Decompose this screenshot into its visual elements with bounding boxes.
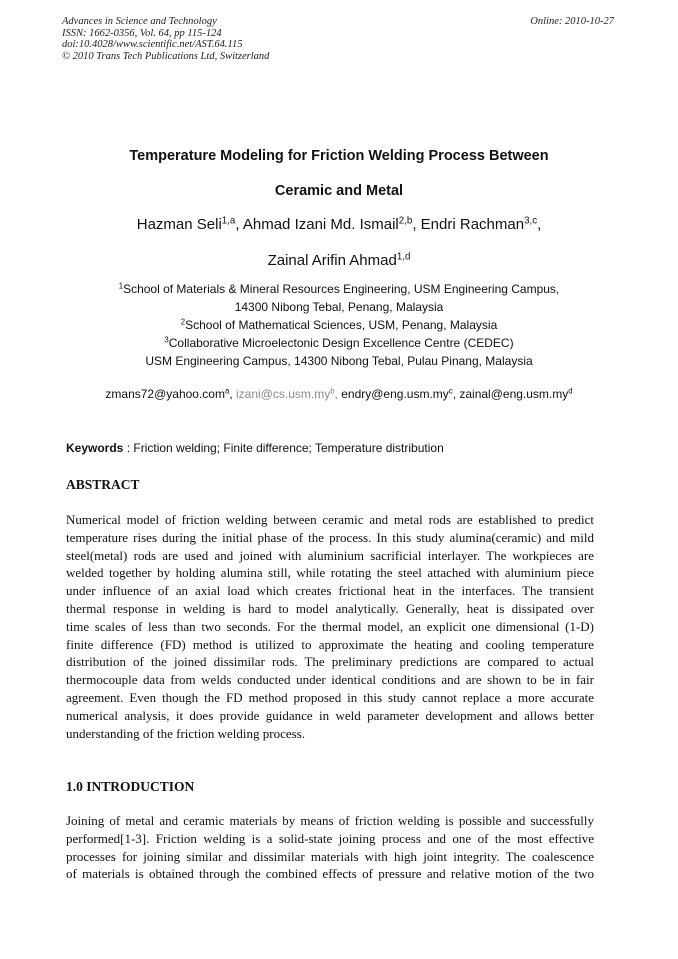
paragraph-line: finite difference (FD) method is utilized to approximate the heating and cooling temperature bbox=[66, 636, 594, 652]
email-link[interactable]: zmans72@yahoo.com bbox=[105, 387, 225, 401]
paragraph-line: agreement. Even though the FD method proposed in this study cannot replace a more accurate bbox=[66, 689, 594, 705]
copyright-line: © 2010 Trans Tech Publications Ltd, Switzerland bbox=[62, 50, 270, 62]
author-list-line-2 bbox=[0, 252, 678, 269]
introduction-heading: 1.0 INTRODUCTION bbox=[66, 779, 195, 794]
author-separator: , bbox=[537, 216, 542, 233]
paragraph-line: time scales of less than two seconds. For the thermal model, an explicit one dimensional (1-D) bbox=[66, 618, 594, 634]
abstract-heading: ABSTRACT bbox=[66, 477, 140, 492]
affiliation-1-line-2: 14300 Nibong Tebal, Penang, Malaysia bbox=[234, 300, 444, 314]
paper-title-line-1: Temperature Modeling for Friction Welding Process Between bbox=[129, 148, 549, 164]
email-superscript: d bbox=[568, 386, 573, 396]
online-date: Online: 2010-10-27 bbox=[530, 16, 614, 27]
affiliation-text: Collaborative Microelectonic Design Excellence Centre (CEDEC) bbox=[168, 336, 514, 350]
email-separator: , bbox=[334, 387, 342, 401]
affiliation-3-line-1 bbox=[0, 334, 678, 352]
author-name: Endri Rachman bbox=[420, 216, 525, 233]
email-superscript: c bbox=[448, 386, 453, 396]
paragraph-line: welded together by holding alumina still, while rotating the steel attached with aluminium piece bbox=[66, 565, 594, 581]
author-superscript: 2,b bbox=[398, 215, 413, 227]
email-separator: , bbox=[229, 387, 236, 401]
paragraph-line: of materials is obtained through the combined effects of pressure and relative motion of the two bbox=[66, 866, 594, 882]
affiliation-text: School of Mathematical Sciences, USM, Penang, Malaysia bbox=[185, 318, 498, 332]
paragraph-line: distribution of the joined dissimilar rods. The preliminary predictions are compared to actual bbox=[66, 654, 594, 670]
paragraph-line: temperature rises during the initial phase of the process. In this study alumina(ceramic) and mild bbox=[66, 529, 594, 545]
paragraph-line: processes for joining similar and dissimilar materials with high joint integrity. The coalescence bbox=[66, 848, 594, 864]
affiliation-2 bbox=[0, 316, 678, 334]
keywords-line bbox=[66, 441, 444, 455]
paragraph-line: understanding of the friction welding process. bbox=[66, 725, 305, 741]
affiliation-text: School of Materials & Mineral Resources Engineering, USM Engineering Campus, bbox=[123, 282, 560, 296]
author-name: Zainal Arifin Ahmad bbox=[267, 252, 397, 269]
paragraph-line: under influence of an axial load which creates frictional heat in the interfaces. The transient bbox=[66, 583, 594, 599]
issn-line: ISSN: 1662-0356, Vol. 64, pp 115-124 bbox=[62, 27, 222, 39]
author-name: Hazman Seli bbox=[136, 216, 222, 233]
author-superscript: 3,c bbox=[524, 215, 538, 227]
affiliation-superscript: 1 bbox=[118, 281, 124, 291]
paragraph-line: Numerical model of friction welding between ceramic and metal rods are established to predict bbox=[66, 512, 594, 527]
paragraph-line: Joining of metal and ceramic materials by means of friction welding is possible and successfully bbox=[66, 813, 594, 828]
email-link[interactable]: izani@cs.usm.my bbox=[236, 387, 331, 401]
paragraph-line: steel(metal) rods are used and joined with aluminium sacrificial interlayer. The workpieces are bbox=[66, 547, 594, 563]
author-superscript: 1,a bbox=[221, 215, 236, 227]
paper-title-line-2: Ceramic and Metal bbox=[274, 183, 404, 199]
email-superscript: b bbox=[330, 386, 335, 396]
author-list bbox=[0, 216, 678, 233]
affiliation-3-line-2: USM Engineering Campus, 14300 Nibong Tebal, Pulau Pinang, Malaysia bbox=[145, 354, 533, 368]
author-separator: , bbox=[412, 216, 421, 233]
email-list bbox=[0, 387, 678, 401]
paragraph-line: numerical analysis, it does provide guidance in weld parameter development and allows better bbox=[66, 707, 594, 723]
doi-line[interactable]: doi:10.4028/www.scientific.net/AST.64.115 bbox=[62, 39, 243, 51]
keywords-label: Keywords bbox=[66, 441, 124, 455]
journal-name: Advances in Science and Technology bbox=[62, 16, 217, 27]
affiliations bbox=[0, 280, 678, 370]
paragraph-line: performed[1-3]. Friction welding is a solid-state joining process and one of the most effective bbox=[66, 830, 594, 846]
paragraph-line: thermal response in welding is hard to model analytically. Generally, heat is dissipated over bbox=[66, 600, 594, 616]
email-superscript: a bbox=[224, 386, 230, 396]
author-separator: , bbox=[235, 216, 243, 233]
affiliation-superscript: 2 bbox=[180, 317, 186, 327]
journal-header bbox=[62, 16, 269, 62]
email-link[interactable]: endry@eng.usm.my bbox=[341, 387, 449, 401]
keywords-text: : Friction welding; Finite difference; Temperature distribution bbox=[123, 441, 444, 455]
affiliation-superscript: 3 bbox=[164, 335, 169, 345]
email-link[interactable]: zainal@eng.usm.my bbox=[459, 387, 569, 401]
introduction-body bbox=[66, 812, 594, 883]
affiliation-1-line-1 bbox=[0, 280, 678, 298]
abstract-body bbox=[66, 511, 594, 742]
paragraph-line: thermocouple data from welds conducted under identical conditions and are shown to be in fair bbox=[66, 672, 594, 688]
email-separator: , bbox=[452, 387, 460, 401]
author-superscript: 1,d bbox=[396, 251, 411, 263]
author-name: Ahmad Izani Md. Ismail bbox=[242, 216, 399, 233]
